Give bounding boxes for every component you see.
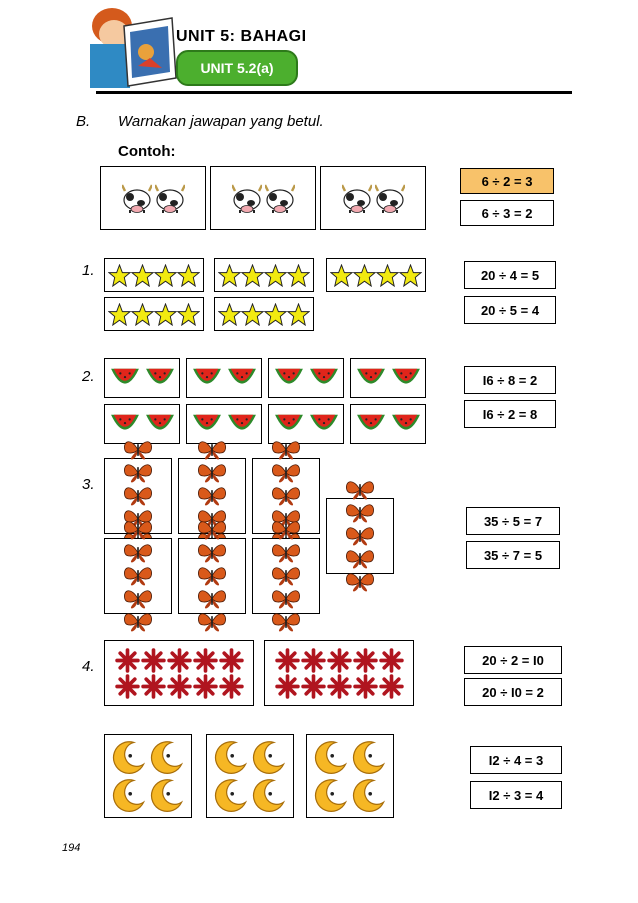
star-icon [108, 264, 131, 287]
butterfly-icon [271, 439, 301, 461]
moon-icon [112, 740, 146, 774]
flower-group [104, 640, 254, 706]
butterfly-icon [271, 462, 301, 484]
cow-icon [122, 183, 152, 213]
flower-group [264, 640, 414, 706]
watermelon-group [268, 404, 344, 444]
butterfly-icon [345, 548, 375, 570]
butterfly-group [252, 538, 320, 614]
butterfly-icon [345, 571, 375, 593]
flower-icon [379, 648, 404, 673]
watermelon-group [350, 358, 426, 398]
moon-icon [252, 740, 286, 774]
flower-icon [275, 674, 300, 699]
star-icon [131, 303, 154, 326]
watermelon-icon [308, 365, 340, 391]
butterfly-icon [197, 485, 227, 507]
flower-icon [167, 674, 192, 699]
example-group-2 [210, 166, 316, 230]
watermelon-icon [390, 365, 422, 391]
flower-icon [353, 648, 378, 673]
butterfly-icon [271, 565, 301, 587]
star-icon [264, 264, 287, 287]
butterfly-icon [197, 519, 227, 541]
watermelon-group [268, 358, 344, 398]
flower-icon [115, 648, 140, 673]
flower-icon [301, 674, 326, 699]
moon-icon [214, 778, 248, 812]
flower-icon [193, 648, 218, 673]
answer-option[interactable]: 20 ÷ I0 = 2 [464, 678, 562, 706]
butterfly-icon [271, 542, 301, 564]
flower-icon [219, 648, 244, 673]
flower-icon [301, 648, 326, 673]
star-icon [399, 264, 422, 287]
flower-icon [275, 648, 300, 673]
moon-icon [150, 778, 184, 812]
moon-icon [314, 778, 348, 812]
butterfly-icon [197, 565, 227, 587]
answer-option[interactable]: I2 ÷ 4 = 3 [470, 746, 562, 774]
star-group [326, 258, 426, 292]
butterfly-icon [123, 439, 153, 461]
flower-icon [327, 674, 352, 699]
example-label: Contoh: [118, 143, 176, 160]
unit-title: UNIT 5: BAHAGI [176, 28, 307, 45]
star-group [104, 297, 204, 331]
star-icon [376, 264, 399, 287]
watermelon-group [104, 358, 180, 398]
star-group [214, 297, 314, 331]
flower-icon [193, 674, 218, 699]
moon-group [306, 734, 394, 818]
butterfly-icon [197, 462, 227, 484]
star-group [104, 258, 204, 292]
star-icon [287, 303, 310, 326]
cow-icon [265, 183, 295, 213]
answer-option[interactable]: 20 ÷ 4 = 5 [464, 261, 556, 289]
watermelon-group [186, 358, 262, 398]
reading-boy-illustration [80, 4, 180, 90]
example-group-3 [320, 166, 426, 230]
butterfly-group [326, 498, 394, 574]
moon-icon [352, 778, 386, 812]
answer-option-selected[interactable]: 6 ÷ 2 = 3 [460, 168, 554, 194]
question-number: 2. [82, 368, 95, 385]
cow-icon [375, 183, 405, 213]
butterfly-icon [345, 502, 375, 524]
moon-icon [252, 778, 286, 812]
watermelon-group [350, 404, 426, 444]
moon-icon [352, 740, 386, 774]
butterfly-icon [271, 611, 301, 633]
moon-icon [112, 778, 146, 812]
star-icon [154, 264, 177, 287]
flower-icon [353, 674, 378, 699]
star-icon [177, 264, 200, 287]
watermelon-icon [226, 365, 258, 391]
answer-option[interactable]: 6 ÷ 3 = 2 [460, 200, 554, 226]
butterfly-icon [123, 485, 153, 507]
flower-icon [141, 648, 166, 673]
watermelon-icon [226, 411, 258, 437]
butterfly-icon [271, 588, 301, 610]
page-number: 194 [62, 842, 81, 854]
butterfly-icon [123, 611, 153, 633]
butterfly-icon [197, 588, 227, 610]
star-icon [287, 264, 310, 287]
watermelon-icon [144, 365, 176, 391]
unit-badge: UNIT 5.2(a) [176, 50, 298, 86]
butterfly-icon [123, 542, 153, 564]
butterfly-icon [271, 519, 301, 541]
watermelon-icon [109, 411, 141, 437]
answer-option[interactable]: 35 ÷ 5 = 7 [466, 507, 560, 535]
answer-option[interactable]: I6 ÷ 8 = 2 [464, 366, 556, 394]
answer-option[interactable]: 20 ÷ 2 = I0 [464, 646, 562, 674]
moon-icon [150, 740, 184, 774]
star-icon [131, 264, 154, 287]
watermelon-icon [273, 411, 305, 437]
butterfly-icon [197, 611, 227, 633]
answer-option[interactable]: I6 ÷ 2 = 8 [464, 400, 556, 428]
watermelon-icon [109, 365, 141, 391]
flower-icon [115, 674, 140, 699]
moon-icon [314, 740, 348, 774]
watermelon-group [186, 404, 262, 444]
cow-icon [342, 183, 372, 213]
butterfly-icon [123, 588, 153, 610]
instruction-text: Warnakan jawapan yang betul. [118, 113, 324, 130]
butterfly-icon [123, 462, 153, 484]
answer-option[interactable]: I2 ÷ 3 = 4 [470, 781, 562, 809]
star-icon [264, 303, 287, 326]
butterfly-icon [197, 542, 227, 564]
watermelon-icon [273, 365, 305, 391]
answer-option[interactable]: 35 ÷ 7 = 5 [466, 541, 560, 569]
star-icon [177, 303, 200, 326]
watermelon-icon [191, 411, 223, 437]
star-icon [241, 264, 264, 287]
watermelon-icon [144, 411, 176, 437]
cow-icon [232, 183, 262, 213]
butterfly-icon [123, 565, 153, 587]
star-icon [353, 264, 376, 287]
butterfly-icon [345, 479, 375, 501]
star-icon [330, 264, 353, 287]
butterfly-icon [197, 439, 227, 461]
butterfly-icon [345, 525, 375, 547]
butterfly-icon [271, 485, 301, 507]
flower-icon [167, 648, 192, 673]
question-number: 3. [82, 476, 95, 493]
watermelon-icon [191, 365, 223, 391]
star-icon [108, 303, 131, 326]
cow-icon [155, 183, 185, 213]
watermelon-group [104, 404, 180, 444]
watermelon-icon [355, 411, 387, 437]
section-label: B. [76, 113, 91, 130]
butterfly-group [178, 538, 246, 614]
flower-icon [141, 674, 166, 699]
example-group-1 [100, 166, 206, 230]
moon-group [104, 734, 192, 818]
question-number: 4. [82, 658, 95, 675]
moon-icon [214, 740, 248, 774]
star-icon [154, 303, 177, 326]
flower-icon [379, 674, 404, 699]
answer-option[interactable]: 20 ÷ 5 = 4 [464, 296, 556, 324]
flower-icon [219, 674, 244, 699]
watermelon-icon [308, 411, 340, 437]
moon-group [206, 734, 294, 818]
question-number: 1. [82, 262, 95, 279]
star-icon [241, 303, 264, 326]
star-icon [218, 264, 241, 287]
watermelon-icon [390, 411, 422, 437]
star-icon [218, 303, 241, 326]
flower-icon [327, 648, 352, 673]
butterfly-icon [123, 519, 153, 541]
star-group [214, 258, 314, 292]
butterfly-group [104, 538, 172, 614]
header-divider [96, 91, 572, 94]
watermelon-icon [355, 365, 387, 391]
